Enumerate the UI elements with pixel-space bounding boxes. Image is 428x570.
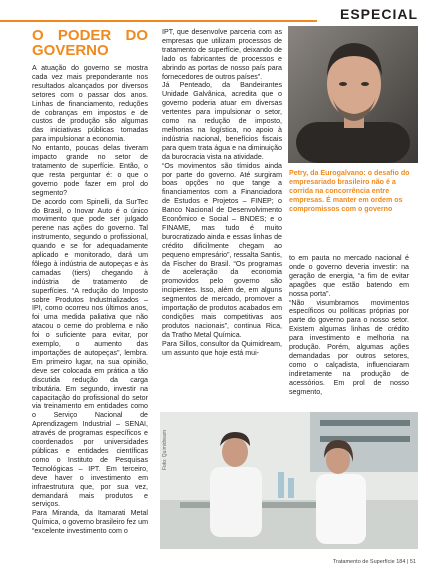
paragraph: Já Penteado, da Bandeirantes Unidade Galvânica, acredita que o governo poderia atuar em diversas vertentes para impulsionar o setor, como na redução de imposto, melhorias na logística, no apoio à indústria nacional, benefícios fiscais para quem trata água e na diminuição da burocracia vista na atividade. xyxy=(162,81,282,161)
portrait-photo xyxy=(288,26,418,163)
paragraph: De acordo com Spinelli, da SurTec do Brasil, o Inovar Auto é o único movimento que pode ser julgado perene nas ações do governo. Tal instrumento, segundo o profissional, quando e se for adequadamente aplicado e monitorado, dará um fôlego à indústria de autopeças e às camadas (tiers) chegando à indústria de tratamento de superfícies. “A redução do Imposto sobre Produtos Industrializados – IPI, como ocorreu nos últimos anos, foi uma medida paliativa que não atacou o cerne do problema e não foi o suficiente para evitar, por exemplo, o aumento das importações de autopeças”, lembra. Em primeiro lugar, na sua opinião, deve ser colocada em prática a tão discutida redução da carga tributária. Em segundo, investir na capacitação do profissional do setor via treinamento em entidades como o Serviço Nacional de Aprendizagem Industrial – SENAI, através de programas específicos e coordenados por universidades públicas e entidades científicas como o Instituto de Pesquisas Tecnológicas – IPT. Em terceiro, deve haver o investimento em infraestrutura que, por sua vez, demandará mais produtos e serviços. xyxy=(32,197,148,509)
paragraph: to em pauta no mercado nacional é onde o governo deveria investir: na geração de energia, “a fim de evitar apagões que estão batendo em nossa porta”. xyxy=(289,254,409,298)
paragraph: Para Miranda, da Itamarati Metal Química, o governo brasileiro fez um “excelente investimento com o xyxy=(32,509,148,536)
paragraph: IPT, que desenvolve parceria com as empresas que utilizam processos de tratamento de superfície, deixando de lado os fabricantes de processos e abrindo as portas de nosso país para fornecedores de outros países”. xyxy=(162,28,282,81)
paragraph: Para Sillos, consultor da Quimidream, um assunto que hoje está mui- xyxy=(162,339,282,357)
column-3 xyxy=(289,254,409,397)
paragraph: A atuação do governo se mostra cada vez mais preponderante nos resultados alcançados por diversos setores com o passar dos anos. Linhas de financiamento, reduções de cobranças em impostos e de custos de produção são algumas das iniciativas públicas tomadas para impulsionar a economia. xyxy=(32,64,148,144)
paragraph: “Não visumbramos movimentos específicos ou políticas próprias por parte do governo para o nosso setor. Existem algumas linhas de crédito para investimento e melhoria na produção. Porém, algumas ações demandadas por outros setores, como o calçadista, influenciaram indiretamente na produção de acessórios. Em prol de nosso segmento, xyxy=(289,298,409,396)
photo-credit: Foto: Quimidream xyxy=(162,429,168,470)
header-rule xyxy=(0,20,317,22)
article-title: O PODER DO GOVERNO xyxy=(32,27,148,59)
section-label: ESPECIAL xyxy=(339,6,418,22)
lab-photo xyxy=(160,412,418,549)
paragraph: “Os movimentos são tímidos ainda por parte do governo. Até surgiram boas opções no que tange a financiamentos com a Financiadora de Estudos e Projetos – FINEP; o Banco Nacional de Desenvolvimento Econômico e Social – BNDES; e o FINAME, mas tudo é muito burocratizado ainda e essas linhas de crédito dificilmente chegam ao pequeno empresário”, ressalta Santis, da Fischer do Brasil. “Os programas de aceleração da economia promovidos pelo governo são incipientes. Isso, além de, em alguns segmentos de mercado, promover a importação de produtos acabados em condições mais competitivas aos produtos nacionais”, continua Rica, da Tratho Metal Química. xyxy=(162,161,282,339)
paragraph: No entanto, poucas delas tiveram impacto grande no setor de tratamento de superfície. Então, o que resta perguntar é: o que o governo pode fazer em prol do segmento? xyxy=(32,144,148,197)
photo-caption: Petry, da Eurogalvano: o desafio do empresariado brasileiro não é a corrida na concorrência entre empresas. É manter em ordem os compromissos com o governo xyxy=(289,169,410,213)
column-2 xyxy=(162,28,282,358)
page-footer: Tratamento de Superfície 184 | 51 xyxy=(332,559,416,565)
column-1 xyxy=(32,28,148,536)
